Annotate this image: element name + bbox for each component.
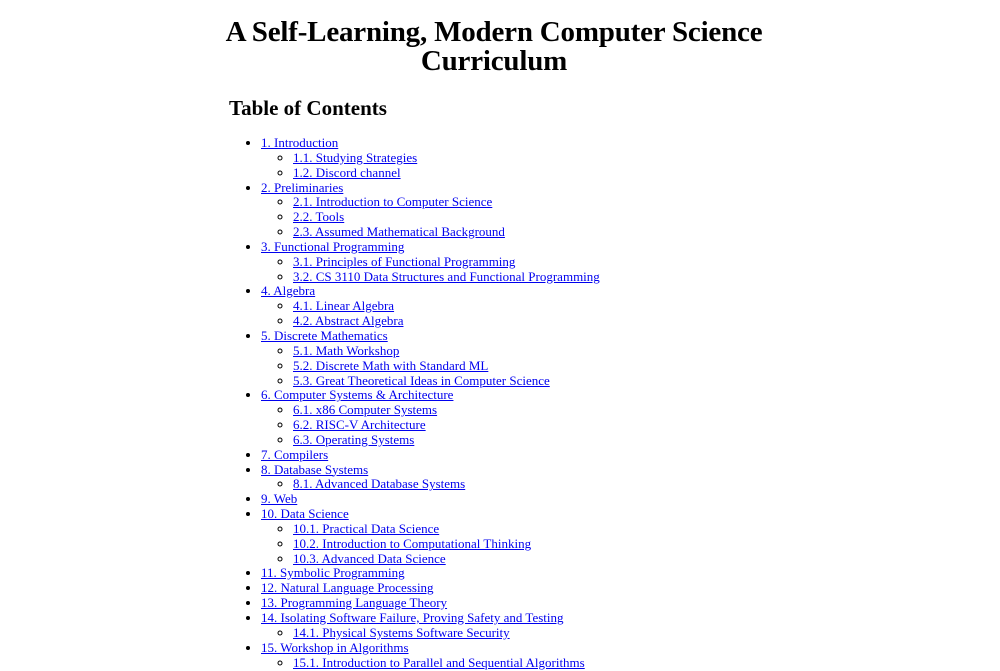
toc-section-link[interactable]: 4. Algebra <box>261 283 316 299</box>
toc-section-link[interactable]: 3. Functional Programming <box>261 238 405 254</box>
toc-subsection-link[interactable]: 5.3. Great Theoretical Ideas in Computer Science <box>293 372 550 388</box>
toc-subsection-link[interactable]: 4.2. Abstract Algebra <box>293 313 404 329</box>
toc-subsection-item <box>293 552 759 567</box>
toc-section-item <box>261 492 759 507</box>
toc-section-link[interactable]: 15. Workshop in Algorithms <box>261 639 409 655</box>
toc-subsection-item <box>293 225 759 240</box>
table-of-contents <box>229 136 759 670</box>
toc-section-item <box>261 136 759 181</box>
toc-subsection-link[interactable]: 8.1. Advanced Database Systems <box>293 476 466 492</box>
page-title: A Self-Learning, Modern Computer Science Curriculum <box>225 16 763 77</box>
toc-subsection-list <box>261 299 759 329</box>
toc-section-link[interactable]: 8. Database Systems <box>261 461 369 477</box>
toc-subsection-item <box>293 656 759 671</box>
toc-section-link[interactable]: 6. Computer Systems & Architecture <box>261 387 454 403</box>
toc-subsection-list <box>261 195 759 240</box>
toc-subsection-link[interactable]: 10.1. Practical Data Science <box>293 520 440 536</box>
toc-section-item <box>261 596 759 611</box>
toc-section-item <box>261 388 759 447</box>
toc-section-item <box>261 641 759 671</box>
toc-subsection-item <box>293 477 759 492</box>
toc-section-item <box>261 507 759 566</box>
toc-subsection-item <box>293 299 759 314</box>
toc-subsection-list <box>261 656 759 671</box>
toc-subsection-item <box>293 433 759 448</box>
toc-section-item <box>261 611 759 641</box>
toc-subsection-link[interactable]: 1.2. Discord channel <box>293 164 401 180</box>
toc-subsection-link[interactable]: 1.1. Studying Strategies <box>293 149 418 165</box>
toc-subsection-link[interactable]: 15.1. Introduction to Parallel and Sequential Algorithms <box>293 654 585 670</box>
toc-subsection-link[interactable]: 4.1. Linear Algebra <box>293 298 395 314</box>
toc-heading: Table of Contents <box>229 96 387 120</box>
toc-subsection-link[interactable]: 3.2. CS 3110 Data Structures and Functional Programming <box>293 268 600 284</box>
toc-section-link[interactable]: 5. Discrete Mathematics <box>261 327 388 343</box>
toc-section-link[interactable]: 10. Data Science <box>261 506 349 522</box>
toc-subsection-item <box>293 151 759 166</box>
toc-subsection-link[interactable]: 2.3. Assumed Mathematical Background <box>293 224 505 240</box>
toc-subsection-list <box>261 344 759 389</box>
toc-section-item <box>261 463 759 493</box>
toc-subsection-list <box>261 522 759 567</box>
toc-subsection-link[interactable]: 6.3. Operating Systems <box>293 431 415 447</box>
toc-subsection-list <box>261 626 759 641</box>
toc-section-item <box>261 448 759 463</box>
toc-subsection-item <box>293 255 759 270</box>
toc-subsection-item <box>293 344 759 359</box>
toc-subsection-list <box>261 151 759 181</box>
toc-subsection-link[interactable]: 2.1. Introduction to Computer Science <box>293 194 493 210</box>
toc-section-link[interactable]: 12. Natural Language Processing <box>261 580 434 596</box>
toc-section-item <box>261 240 759 285</box>
toc-section-link[interactable]: 13. Programming Language Theory <box>261 595 448 611</box>
toc-section-item <box>261 181 759 240</box>
toc-subsection-link[interactable]: 14.1. Physical Systems Software Security <box>293 624 510 640</box>
toc-section-item <box>261 329 759 388</box>
toc-subsection-link[interactable]: 10.3. Advanced Data Science <box>293 550 446 566</box>
toc-subsection-link[interactable]: 5.2. Discrete Math with Standard ML <box>293 357 489 373</box>
toc-subsection-item <box>293 537 759 552</box>
toc-section-link[interactable]: 1. Introduction <box>261 135 339 150</box>
toc-subsection-item <box>293 374 759 389</box>
toc-section-item <box>261 581 759 596</box>
toc-subsection-item <box>293 210 759 225</box>
toc-subsection-link[interactable]: 6.1. x86 Computer Systems <box>293 402 438 418</box>
toc-section-item <box>261 566 759 581</box>
toc-subsection-item <box>293 418 759 433</box>
toc-section-link[interactable]: 11. Symbolic Programming <box>261 565 405 581</box>
toc-section-item <box>261 284 759 329</box>
toc-subsection-item <box>293 626 759 641</box>
toc-subsection-link[interactable]: 10.2. Introduction to Computational Thinking <box>293 535 532 551</box>
toc-section-link[interactable]: 7. Compilers <box>261 446 329 462</box>
toc-subsection-link[interactable]: 3.1. Principles of Functional Programming <box>293 253 516 269</box>
toc-section-link[interactable]: 9. Web <box>261 491 298 507</box>
toc-subsection-item <box>293 166 759 181</box>
toc-subsection-item <box>293 359 759 374</box>
toc-subsection-item <box>293 403 759 418</box>
toc-section-link[interactable]: 14. Isolating Software Failure, Proving Safety and Testing <box>261 610 564 625</box>
toc-subsection-list <box>261 403 759 448</box>
toc-subsection-link[interactable]: 2.2. Tools <box>293 209 345 225</box>
toc-subsection-link[interactable]: 6.2. RISC-V Architecture <box>293 417 426 433</box>
toc-section-link[interactable]: 2. Preliminaries <box>261 179 344 195</box>
toc-subsection-item <box>293 522 759 537</box>
toc-subsection-item <box>293 314 759 329</box>
page-content <box>225 0 763 670</box>
toc-subsection-list <box>261 477 759 492</box>
toc-subsection-link[interactable]: 5.1. Math Workshop <box>293 342 400 358</box>
toc-subsection-item <box>293 195 759 210</box>
toc-subsection-item <box>293 270 759 285</box>
toc-subsection-list <box>261 255 759 285</box>
